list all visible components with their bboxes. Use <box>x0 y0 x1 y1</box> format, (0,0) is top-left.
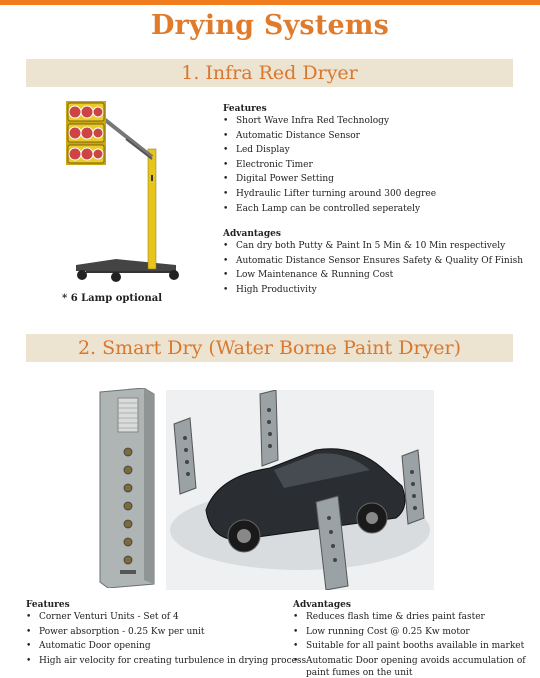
list-item: • Low Maintenance & Running Cost <box>223 268 523 283</box>
infrared-dryer-image <box>56 97 186 287</box>
advantage-continuation: paint fumes on the unit <box>306 668 413 678</box>
list-item: • High air velocity for creating turbulence in drying process <box>26 654 306 669</box>
list-item: • Can dry both Putty & Paint In 5 Min & 10 Min respectively <box>223 239 523 254</box>
advantages-title: Advantages <box>293 600 351 610</box>
list-item: • Automatic Distance Sensor <box>223 129 436 144</box>
list-item: • Suitable for all paint booths available in market <box>293 639 526 654</box>
list-item: • Power absorption - 0.25 Kw per unit <box>26 625 306 640</box>
advantages-title: Advantages <box>223 229 281 239</box>
list-item: • Corner Venturi Units - Set of 4 <box>26 610 306 625</box>
smart-dry-car-image <box>166 390 434 590</box>
section1-features <box>223 104 436 216</box>
list-item: • Automatic Distance Sensor Ensures Safety & Quality Of Finish <box>223 254 523 269</box>
section2-features <box>26 600 306 668</box>
lamp-option-caption: * 6 Lamp optional <box>62 293 163 304</box>
venturi-unit-image <box>94 388 160 588</box>
advantages-list <box>293 610 526 668</box>
features-list <box>26 610 306 668</box>
features-title: Features <box>26 600 70 610</box>
section2-advantages <box>293 600 526 678</box>
section1-heading: 1. Infra Red Dryer <box>26 59 513 87</box>
section2-heading: 2. Smart Dry (Water Borne Paint Dryer) <box>26 334 513 362</box>
page-title: Drying Systems <box>150 10 390 41</box>
list-item: • High Productivity <box>223 283 523 298</box>
features-list <box>223 114 436 216</box>
list-item: • Each Lamp can be controlled seperately <box>223 202 436 217</box>
section1-advantages <box>223 229 523 297</box>
list-item: • Low running Cost @ 0.25 Kw motor <box>293 625 526 640</box>
list-item: • Automatic Door opening avoids accumulation of <box>293 654 526 669</box>
list-item: • Reduces flash time & dries paint faster <box>293 610 526 625</box>
list-item: • Electronic Timer <box>223 158 436 173</box>
list-item: • Short Wave Infra Red Technology <box>223 114 436 129</box>
advantages-list <box>223 239 523 297</box>
top-accent-bar <box>0 0 540 5</box>
list-item: • Hydraulic Lifter turning around 300 degree <box>223 187 436 202</box>
list-item: • Automatic Door opening <box>26 639 306 654</box>
list-item: • Led Display <box>223 143 436 158</box>
list-item: • Digital Power Setting <box>223 172 436 187</box>
features-title: Features <box>223 104 267 114</box>
